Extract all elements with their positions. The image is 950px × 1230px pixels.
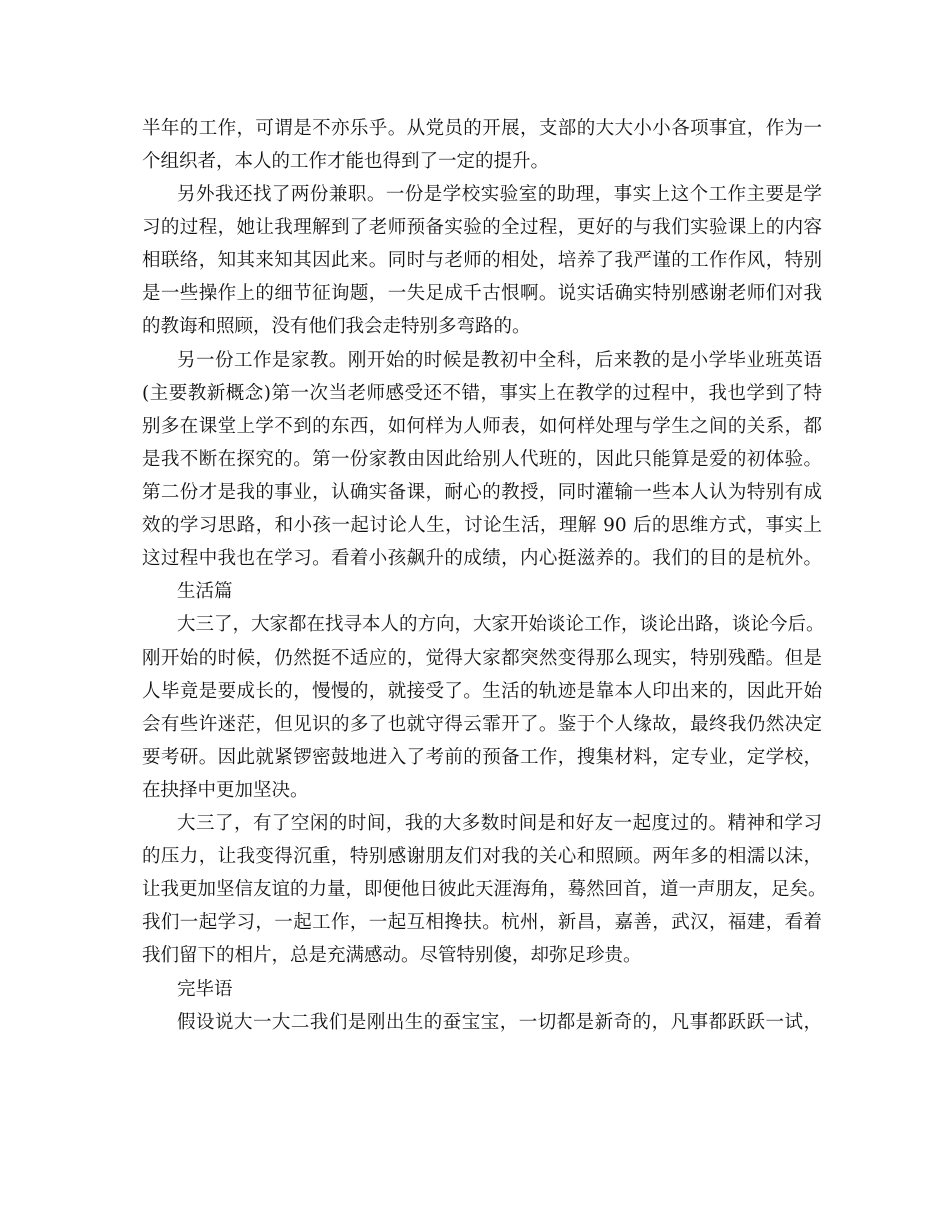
text-line: 是我不断在探究的。第一份家教由因此给别人代班的，因此只能算是爱的初体验。 <box>142 449 822 470</box>
text-line: (主要教新概念)第一次当老师感受还不错，事实上在教学的过程中，我也学到了特 <box>142 383 822 404</box>
text-line: 半年的工作，可谓是不亦乐乎。从党员的开展，支部的大大小小各项事宜，作为一 <box>142 118 822 139</box>
section-heading: 完毕语 <box>177 979 233 1000</box>
text-line: 要考研。因此就紧锣密鼓地进入了考前的预备工作，搜集材料，定专业，定学校， <box>142 747 822 768</box>
text-line: 的教诲和照顾，没有他们我会走特别多弯路的。 <box>142 316 531 337</box>
section-heading: 生活篇 <box>177 581 233 602</box>
text-line: 的压力，让我变得沉重，特别感谢朋友们对我的关心和照顾。两年多的相濡以沫， <box>142 846 822 867</box>
text-line: 另一份工作是家教。刚开始的时候是教初中全科，后来教的是小学毕业班英语 <box>177 350 822 371</box>
text-line: 大三了，有了空闲的时间，我的大多数时间是和好友一起度过的。精神和学习 <box>177 813 822 834</box>
text-line: 刚开始的时候，仍然挺不适应的，觉得大家都突然变得那么现实，特别残酷。但是 <box>142 648 822 669</box>
text-line: 个组织者，本人的工作才能也得到了一定的提升。 <box>142 151 550 172</box>
text-line: 会有些许迷茫，但见识的多了也就守得云霏开了。鉴于个人缘故，最终我仍然决定 <box>142 714 822 735</box>
text-line: 我们一起学习，一起工作，一起互相搀扶。杭州，新昌，嘉善，武汉，福建，看着 <box>142 912 822 933</box>
text-line: 我们留下的相片，总是充满感动。尽管特别傻，却弥足珍贵。 <box>142 945 642 966</box>
text-line: 让我更加坚信友谊的力量，即便他日彼此天涯海角，蓦然回首，道一声朋友，足矣。 <box>142 879 827 900</box>
text-line: 假设说大一大二我们是刚出生的蚕宝宝，一切都是新奇的，凡事都跃跃一试， <box>177 1012 822 1033</box>
text-line: 在抉择中更加坚决。 <box>142 780 309 801</box>
text-line: 另外我还找了两份兼职。一份是学校实验室的助理，事实上这个工作主要是学 <box>177 184 822 205</box>
text-line: 习的过程，她让我理解到了老师预备实验的全过程，更好的与我们实验课上的内容 <box>142 217 822 238</box>
text-line: 这过程中我也在学习。看着小孩飙升的成绩，内心挺滋养的。我们的目的是杭外。 <box>142 548 822 569</box>
text-line: 大三了，大家都在找寻本人的方向，大家开始谈论工作，谈论出路，谈论今后。 <box>177 614 825 635</box>
text-line: 人毕竟是要成长的，慢慢的，就接受了。生活的轨迹是靠本人印出来的，因此开始 <box>142 681 822 702</box>
text-line: 第二份才是我的事业，认确实备课，耐心的教授，同时灌输一些本人认为特别有成 <box>142 482 822 503</box>
text-line: 别多在课堂上学不到的东西，如何样为人师表，如何样处理与学生之间的关系，都 <box>142 416 822 437</box>
text-line: 是一些操作上的细节征询题，一失足成千古恨啊。说实话确实特别感谢老师们对我 <box>142 283 822 304</box>
text-line: 相联络，知其来知其因此来。同时与老师的相处，培养了我严谨的工作作风，特别 <box>142 250 822 271</box>
text-line: 效的学习思路，和小孩一起讨论人生，讨论生活，理解 90 后的思维方式，事实上 <box>142 515 822 536</box>
